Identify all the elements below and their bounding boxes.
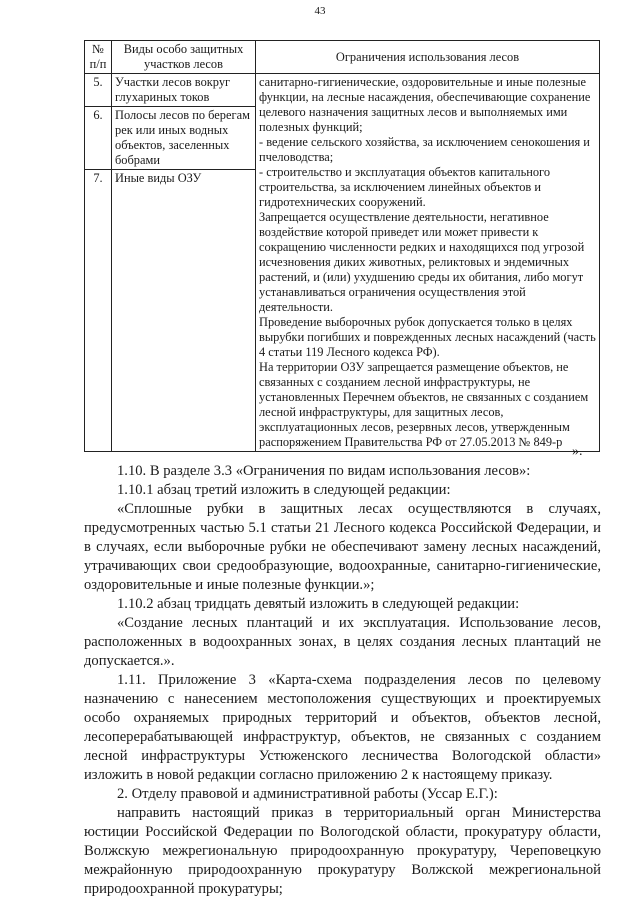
body-text	[84, 462, 601, 899]
row-type: Иные виды ОЗУ	[112, 170, 256, 452]
row-num: 5.	[85, 74, 112, 107]
paragraph: «Сплошные рубки в защитных лесах осуществляются в случаях, предусмотренных частью 5.1 статьи 21 Лесного кодекса Российской Федерации, и в случаях, если выборочные рубки не обеспечивают замену лесных насаждений, утрачивающих свои средообразующие, водоохранные, санитарно-гигиенические, оздоровительные и иные полезные функции.»;	[84, 501, 601, 593]
table-row	[85, 74, 600, 107]
restriction-para: санитарно-гигиенические, оздоровительные и иные полезные функции, на лесные насаждения, обеспечивающие сохранение целевого назначения защитных лесов и выполняемых ими полезных функций;	[259, 75, 591, 134]
paragraph: «Создание лесных плантаций и их эксплуатация. Использование лесов, расположенных в водоохранных зонах, в целях создания лесных плантаций не допускается.».	[84, 615, 601, 669]
row-type: Участки лесов вокруг глухариных токов	[112, 74, 256, 107]
restriction-para: - ведение сельского хозяйства, за исключением сенокошения и пчеловодства;	[259, 135, 590, 164]
restrictions-cell	[256, 74, 600, 452]
restriction-para: Запрещается осуществление деятельности, негативное воздействие которой приведет или может привести к сокращению численности редких и находящихся под угрозой исчезновения диких животных, реликтовых и эндемичных растений, и (или) ухудшению среды их обитания, либо могут устанавливаться ограничения осуществления этой деятельности.	[259, 210, 585, 314]
paragraph: 1.10. В разделе 3.3 «Ограничения по видам использования лесов»:	[117, 463, 531, 479]
row-num: 7.	[85, 170, 112, 452]
header-num: № п/п	[85, 41, 112, 74]
closing-quote: ».	[572, 444, 583, 459]
page-number: 43	[314, 5, 326, 17]
paragraph: 1.10.1 абзац третий изложить в следующей редакции:	[117, 482, 451, 498]
restriction-para: - строительство и эксплуатация объектов капитального строительства, за исключением линейных объектов и гидротехнических сооружений.	[259, 165, 551, 209]
paragraph: направить настоящий приказ в территориальный орган Министерства юстиции Российской Федерации по Вологодской области, прокуратуру области, Волжскую межрегиональную природоохранную прокуратуру, Череповецкую межрайонную природоохранную прокуратуру Волжской межрегиональной природоохранной прокуратуры;	[84, 805, 601, 897]
restriction-para: Проведение выборочных рубок допускается только в целях вырубки погибших и поврежденных лесных насаждений (часть 4 статьи 119 Лесного кодекса РФ).	[259, 315, 596, 359]
header-restrictions: Ограничения использования лесов	[256, 41, 600, 74]
paragraph: 1.11. Приложение 3 «Карта-схема подразделения лесов по целевому назначению с нанесением местоположения существующих и проектируемых особо охраняемых природных территорий и объектов, объектов лесной, лесоперерабатывающей инфраструктур, объектов, не связанных с созданием лесной инфраструктуры Устюженского лесничества Вологодской области» изложить в новой редакции согласно приложению 2 к настоящему приказу.	[84, 672, 601, 783]
paragraph: 2. Отделу правовой и административной работы (Уссар Е.Г.):	[117, 786, 498, 802]
header-type: Виды особо защитных участков лесов	[112, 41, 256, 74]
row-type: Полосы лесов по берегам рек или иных водных объектов, заселенных бобрами	[112, 107, 256, 170]
restriction-para: На территории ОЗУ запрещается размещение объектов, не связанных с созданием лесной инфраструктуры, не установленных Перечнем объектов, не связанных с созданием лесной инфраструктуры, для защитных лесов, эксплуатационных лесов, резервных лесов, утвержденным распоряжением Правительства РФ от 27.05.2013 № 849-р	[259, 360, 589, 449]
row-num: 6.	[85, 107, 112, 170]
restrictions-table	[84, 40, 600, 452]
paragraph: 1.10.2 абзац тридцать девятый изложить в следующей редакции:	[117, 596, 520, 612]
table-header-row	[85, 41, 600, 74]
